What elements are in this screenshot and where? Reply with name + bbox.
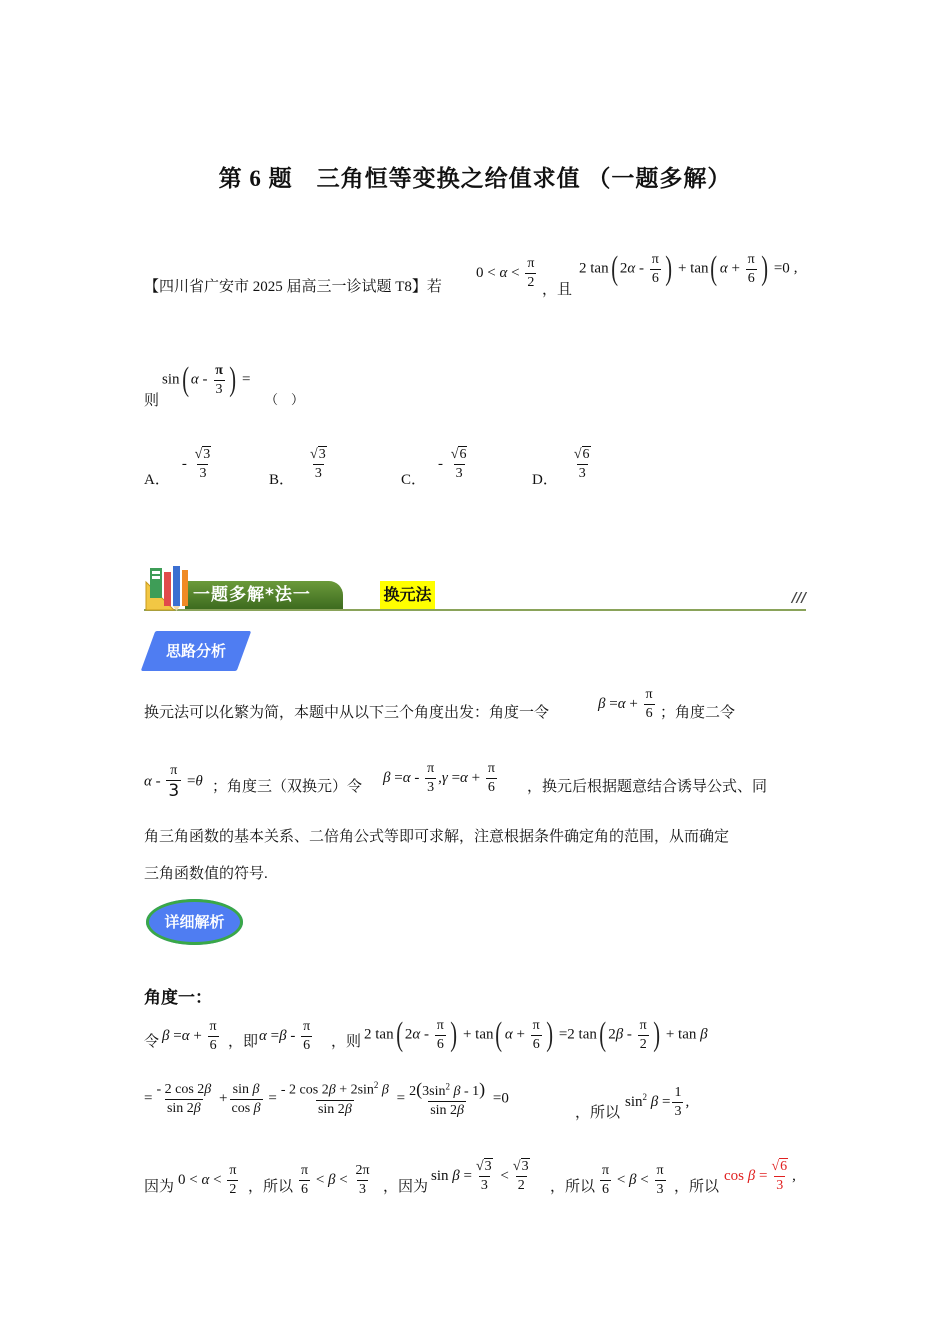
- analysis-tag: 思路分析: [165, 642, 226, 660]
- option-b-den: 3: [314, 466, 322, 481]
- option-a-den: 3: [199, 466, 207, 481]
- analysis-theta-def: α - $\frac{\pi}{3}$ =θ: [144, 763, 203, 801]
- detail-so-2: ，所以: [550, 1179, 596, 1195]
- analysis-line4: 三角函数值的符号.: [144, 866, 268, 882]
- detail-sin-compare: sin β = $\frac{√3}{3}$ < $\frac{√3}{2}$: [431, 1159, 529, 1193]
- option-b-label: B．: [269, 471, 295, 488]
- condition-equation: 2 tan( 2α - $\frac{\pi}{6}$ ) + tan( α + $\frac{\pi}{6}$ ) =0 ,: [579, 250, 798, 287]
- detail-then: ，则: [331, 1034, 362, 1050]
- analysis-line3: 角三角函数的基本关系、二倍角公式等即可求解，注意根据条件确定角的范围，从而确定: [144, 829, 730, 845]
- detail-beta-def: β =α + $\frac{\pi}{6}$: [162, 1019, 217, 1053]
- option-d-radicand: 6: [582, 447, 590, 462]
- answer-blank: （ ）: [265, 392, 305, 407]
- problem-and: ，且: [542, 282, 573, 298]
- detail-sin2-result: $\sin^2 \beta$ = $\frac{1}{3}$ ,: [625, 1085, 690, 1119]
- question-expression: sin( α - $\frac{\pi}{3}$ ) =: [162, 361, 251, 398]
- detail-tag: 详细解析: [146, 899, 243, 945]
- detail-beta-narrow: $\frac{\pi}{6}$ < β < $\frac{\pi}{3}$: [602, 1163, 664, 1197]
- decorative-slashes: ///: [792, 591, 807, 606]
- option-a-sign: -: [181, 455, 187, 472]
- option-c-sign: -: [438, 455, 444, 472]
- option-c-den: 3: [455, 466, 463, 481]
- option-d-label: D．: [532, 471, 558, 488]
- problem-then: 则: [144, 393, 160, 409]
- stationery-icon: [144, 564, 192, 612]
- option-a-label: A．: [144, 471, 170, 488]
- method-banner: 一题多解*法一: [185, 581, 343, 609]
- angle-one-heading: 角度一：: [144, 988, 212, 1007]
- detail-alpha-def: α =β - $\frac{\pi}{6}$: [259, 1019, 311, 1053]
- option-b-radicand: 3: [318, 447, 326, 462]
- problem-source: 【四川省广安市 2025 届高三一诊试题 T8】若: [144, 279, 442, 295]
- banner-underline: [144, 609, 806, 611]
- option-d-den: 3: [578, 466, 586, 481]
- analysis-line2-end: ，换元后根据题意结合诱导公式、同: [527, 779, 768, 795]
- detail-ie: ，即: [228, 1034, 259, 1050]
- analysis-line1-text: 换元法可以化繁为简，本题中从以下三个角度出发：角度一令: [144, 705, 550, 721]
- analysis-beta-def: β =α + $\frac{\pi}{6}$: [598, 687, 653, 721]
- detail-let: 令: [144, 1034, 160, 1050]
- detail-so-1: ，所以: [248, 1179, 294, 1195]
- option-d[interactable]: D． $\frac{√6}{3}$: [532, 447, 590, 488]
- analysis-line1-end: ；角度二令: [660, 705, 736, 721]
- condition-alpha-range: 0 < α < $\frac{\pi}{2}$: [476, 256, 535, 290]
- analysis-double-sub: β =α - $\frac{\pi}{3}$ ,γ =α + $\frac{\pi}{6}$: [383, 761, 495, 795]
- option-a[interactable]: A． - $\frac{√3}{3}$: [144, 447, 211, 488]
- detail-beta-range: $\frac{\pi}{6}$ < β < $\frac{2\pi}{3}$: [301, 1163, 370, 1197]
- analysis-line2-text: ；角度三（双换元）令: [212, 779, 363, 795]
- option-c-label: C．: [401, 471, 427, 488]
- page-title: 第 6 题 三角恒等变换之给值求值 （一题多解）: [218, 166, 732, 191]
- detail-substitution: 2 tan( 2α - $\frac{\pi}{6}$ ) + tan( α + $\frac{\pi}{6}$ ) =2 tan( 2β - $\frac{\pi}{2}$ ) + tan β: [364, 1016, 708, 1053]
- option-a-radicand: 3: [203, 447, 211, 462]
- option-c-radicand: 6: [459, 447, 467, 462]
- detail-simplification: = $\frac{- 2 \cos 2\beta}{\sin 2\beta}$ + $\frac{\text{sin β}}{\text{cos β}}$ = $\frac{- 2 \cos 2\beta + 2\sin^2 \beta}{\sin 2\beta}$ = $\frac{2(3\sin^2 \beta - 1)}{\sin 2\beta}$ =0: [144, 1079, 509, 1118]
- option-b[interactable]: B． $\frac{√3}{3}$: [269, 447, 326, 488]
- method-name-tag: 换元法: [380, 581, 435, 609]
- detail-because: 因为: [144, 1179, 175, 1195]
- detail-so-3: ，所以: [674, 1179, 720, 1195]
- detail-because-2: ，因为: [383, 1179, 429, 1195]
- option-c[interactable]: C． - $\frac{√6}{3}$: [401, 447, 467, 488]
- detail-so: ，所以: [575, 1105, 621, 1121]
- detail-alpha-range: 0 < α < $\frac{\pi}{2}$: [178, 1163, 237, 1197]
- detail-cos-result: cos β = $\frac{√6}{3}$ ,: [724, 1159, 796, 1193]
